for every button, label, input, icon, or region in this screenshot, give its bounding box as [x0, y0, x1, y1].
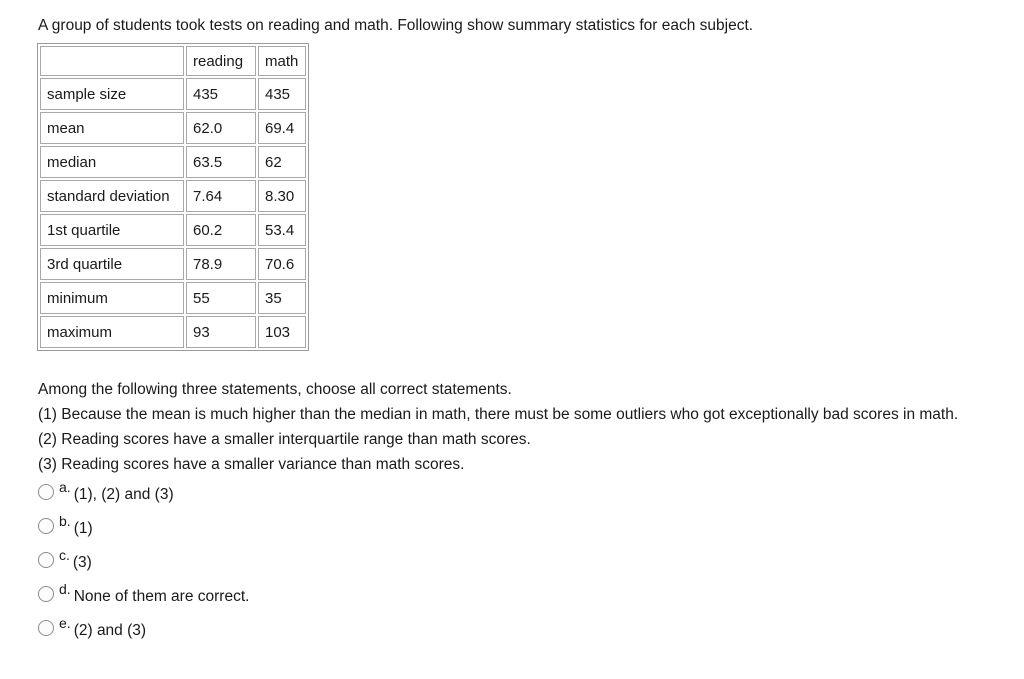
option-text[interactable]: (3)	[72, 554, 92, 571]
statement-2: (2) Reading scores have a smaller interquartile range than math scores.	[38, 431, 531, 448]
option-text[interactable]: (1)	[73, 520, 93, 537]
summary-statistics-table	[37, 43, 309, 351]
row-label: 1st quartile	[40, 214, 184, 246]
radio-button-d[interactable]	[38, 586, 54, 602]
reading-value: 435	[186, 78, 256, 110]
option-letter: c.	[59, 547, 70, 563]
statement-1: (1) Because the mean is much higher than the median in math, there must be some outliers who got exceptionally bad scores in math.	[38, 406, 959, 423]
reading-value: 7.64	[186, 180, 256, 212]
radio-button-a[interactable]	[38, 484, 54, 500]
option-letter: d.	[59, 581, 71, 597]
row-label: mean	[40, 112, 184, 144]
option-letter: b.	[59, 513, 71, 529]
statement-3: (3) Reading scores have a smaller variance than math scores.	[38, 456, 465, 473]
option-b[interactable]	[38, 513, 249, 547]
math-value: 70.6	[258, 248, 306, 280]
math-value: 35	[258, 282, 306, 314]
radio-button-c[interactable]	[38, 552, 54, 568]
intro-text: A group of students took tests on reading and math. Following show summary statistics for each subject.	[38, 17, 754, 34]
option-text[interactable]: (1), (2) and (3)	[73, 486, 174, 503]
reading-value: 78.9	[186, 248, 256, 280]
table-row	[40, 316, 306, 348]
row-label: maximum	[40, 316, 184, 348]
header-cell-math: math	[258, 46, 306, 76]
reading-value: 93	[186, 316, 256, 348]
option-text[interactable]: None of them are correct.	[73, 588, 250, 605]
header-cell-reading: reading	[186, 46, 256, 76]
option-d[interactable]	[38, 581, 249, 615]
math-value: 8.30	[258, 180, 306, 212]
question-prompt: Among the following three statements, choose all correct statements.	[38, 381, 512, 398]
table-row	[40, 180, 306, 212]
reading-value: 63.5	[186, 146, 256, 178]
row-label: median	[40, 146, 184, 178]
header-cell-empty	[40, 46, 184, 76]
row-label: minimum	[40, 282, 184, 314]
table-row	[40, 282, 306, 314]
math-value: 53.4	[258, 214, 306, 246]
table-header-row	[40, 46, 306, 76]
option-text[interactable]: (2) and (3)	[73, 622, 147, 639]
table-row	[40, 248, 306, 280]
row-label: sample size	[40, 78, 184, 110]
table-row	[40, 146, 306, 178]
table-row	[40, 78, 306, 110]
table-row	[40, 214, 306, 246]
reading-value: 55	[186, 282, 256, 314]
reading-value: 62.0	[186, 112, 256, 144]
reading-value: 60.2	[186, 214, 256, 246]
option-letter: e.	[59, 615, 71, 631]
math-value: 62	[258, 146, 306, 178]
answer-options	[38, 479, 249, 649]
question-block	[38, 377, 958, 477]
radio-button-e[interactable]	[38, 620, 54, 636]
math-value: 69.4	[258, 112, 306, 144]
option-c[interactable]	[38, 547, 249, 581]
math-value: 103	[258, 316, 306, 348]
row-label: 3rd quartile	[40, 248, 184, 280]
option-letter: a.	[59, 479, 71, 495]
math-value: 435	[258, 78, 306, 110]
option-e[interactable]	[38, 615, 249, 649]
table-row	[40, 112, 306, 144]
row-label: standard deviation	[40, 180, 184, 212]
radio-button-b[interactable]	[38, 518, 54, 534]
option-a[interactable]	[38, 479, 249, 513]
